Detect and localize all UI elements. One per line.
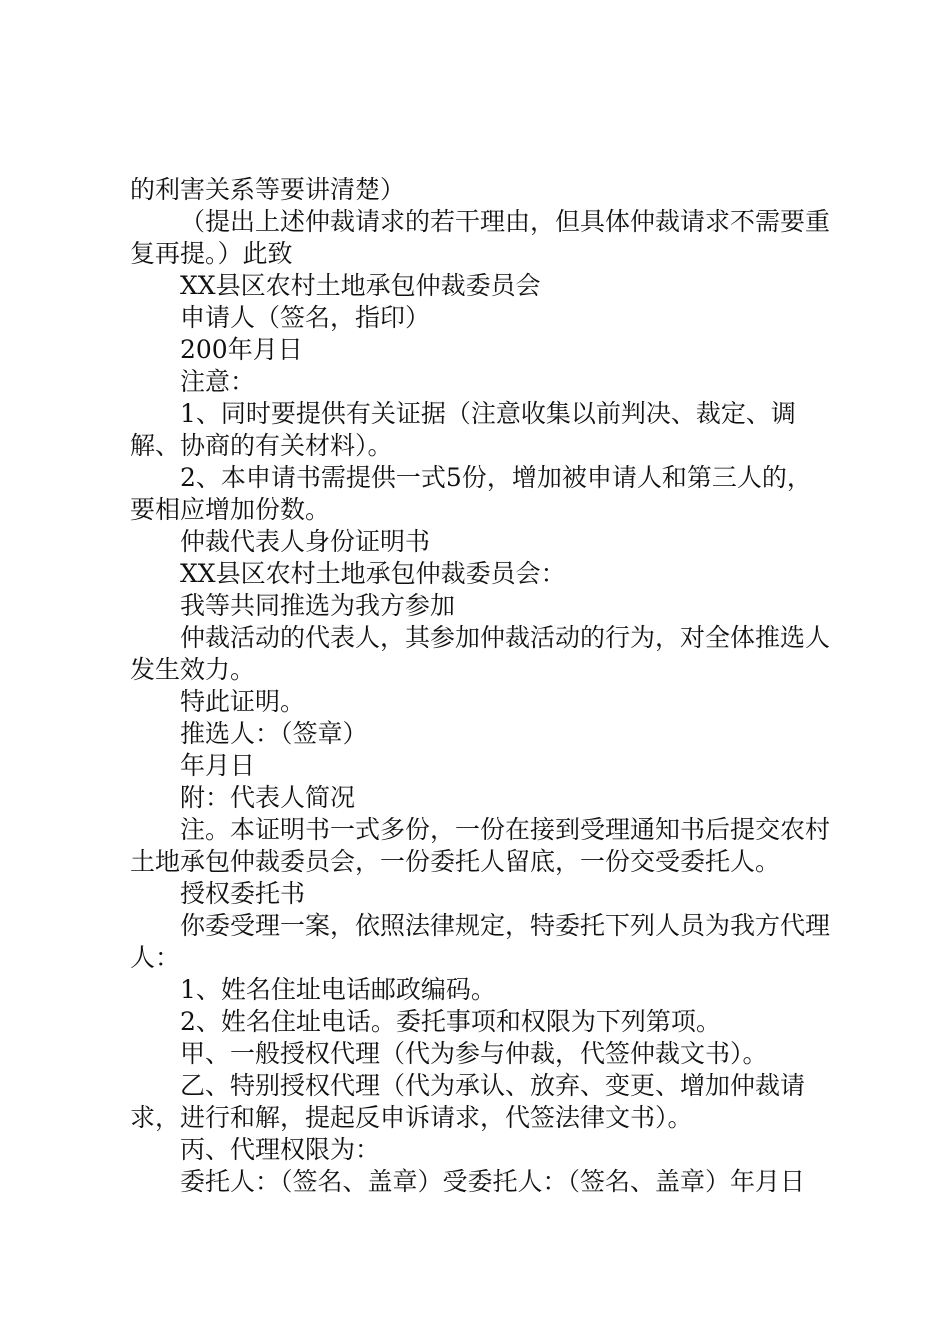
paragraph: 附：代表人简况 (180, 783, 356, 812)
paragraph: 我等共同推选为我方参加 (180, 591, 456, 620)
paragraph: 委托人：（签名、盖章）受委托人：（签名、盖章）年月日 (180, 1167, 806, 1196)
paragraph: 2、姓名住址电话。委托事项和权限为下列第项。 (180, 1007, 721, 1036)
paragraph: 2、本申请书需提供一式5份，增加被申请人和第三人的，要相应增加份数。 (130, 463, 812, 524)
paragraph: （提出上述仲裁请求的若干理由，但具体仲裁请求不需要重复再提。）此致 (130, 207, 831, 268)
section-title: 仲裁代表人身份证明书 (180, 527, 431, 556)
paragraph: 特此证明。 (180, 687, 306, 716)
paragraph: XX县区农村土地承包仲裁委员会： (180, 559, 566, 588)
paragraph: 申请人（签名，指印） (180, 303, 431, 332)
paragraph: 1、姓名住址电话邮政编码。 (180, 975, 496, 1004)
paragraph: 仲裁活动的代表人，其参加仲裁活动的行为，对全体推选人发生效力。 (130, 623, 831, 684)
paragraph: XX县区农村土地承包仲裁委员会 (180, 271, 541, 300)
paragraph: 注意： (180, 367, 256, 396)
paragraph: 你委受理一案，依照法律规定，特委托下列人员为我方代理人： (130, 911, 831, 972)
paragraph: 甲、一般授权代理（代为参与仲裁，代签仲裁文书）。 (180, 1039, 768, 1068)
paragraph: 丙、代理权限为： (180, 1135, 381, 1164)
section-title: 授权委托书 (180, 879, 306, 908)
paragraph: 推选人：（签章） (180, 719, 368, 748)
document-body (130, 174, 835, 1198)
paragraph: 的利害关系等要讲清楚） (130, 175, 406, 204)
paragraph: 1、同时要提供有关证据（注意收集以前判决、裁定、调解、协商的有关材料）。 (130, 399, 796, 460)
paragraph: 年月日 (180, 751, 256, 780)
paragraph: 200年月日 (180, 335, 303, 364)
paragraph: 乙、特别授权代理（代为承认、放弃、变更、增加仲裁请求，进行和解，提起反申诉请求，代签法律文书）。 (130, 1071, 806, 1132)
paragraph: 注。本证明书一式多份，一份在接到受理通知书后提交农村土地承包仲裁委员会，一份委托人留底，一份交受委托人。 (130, 815, 831, 876)
